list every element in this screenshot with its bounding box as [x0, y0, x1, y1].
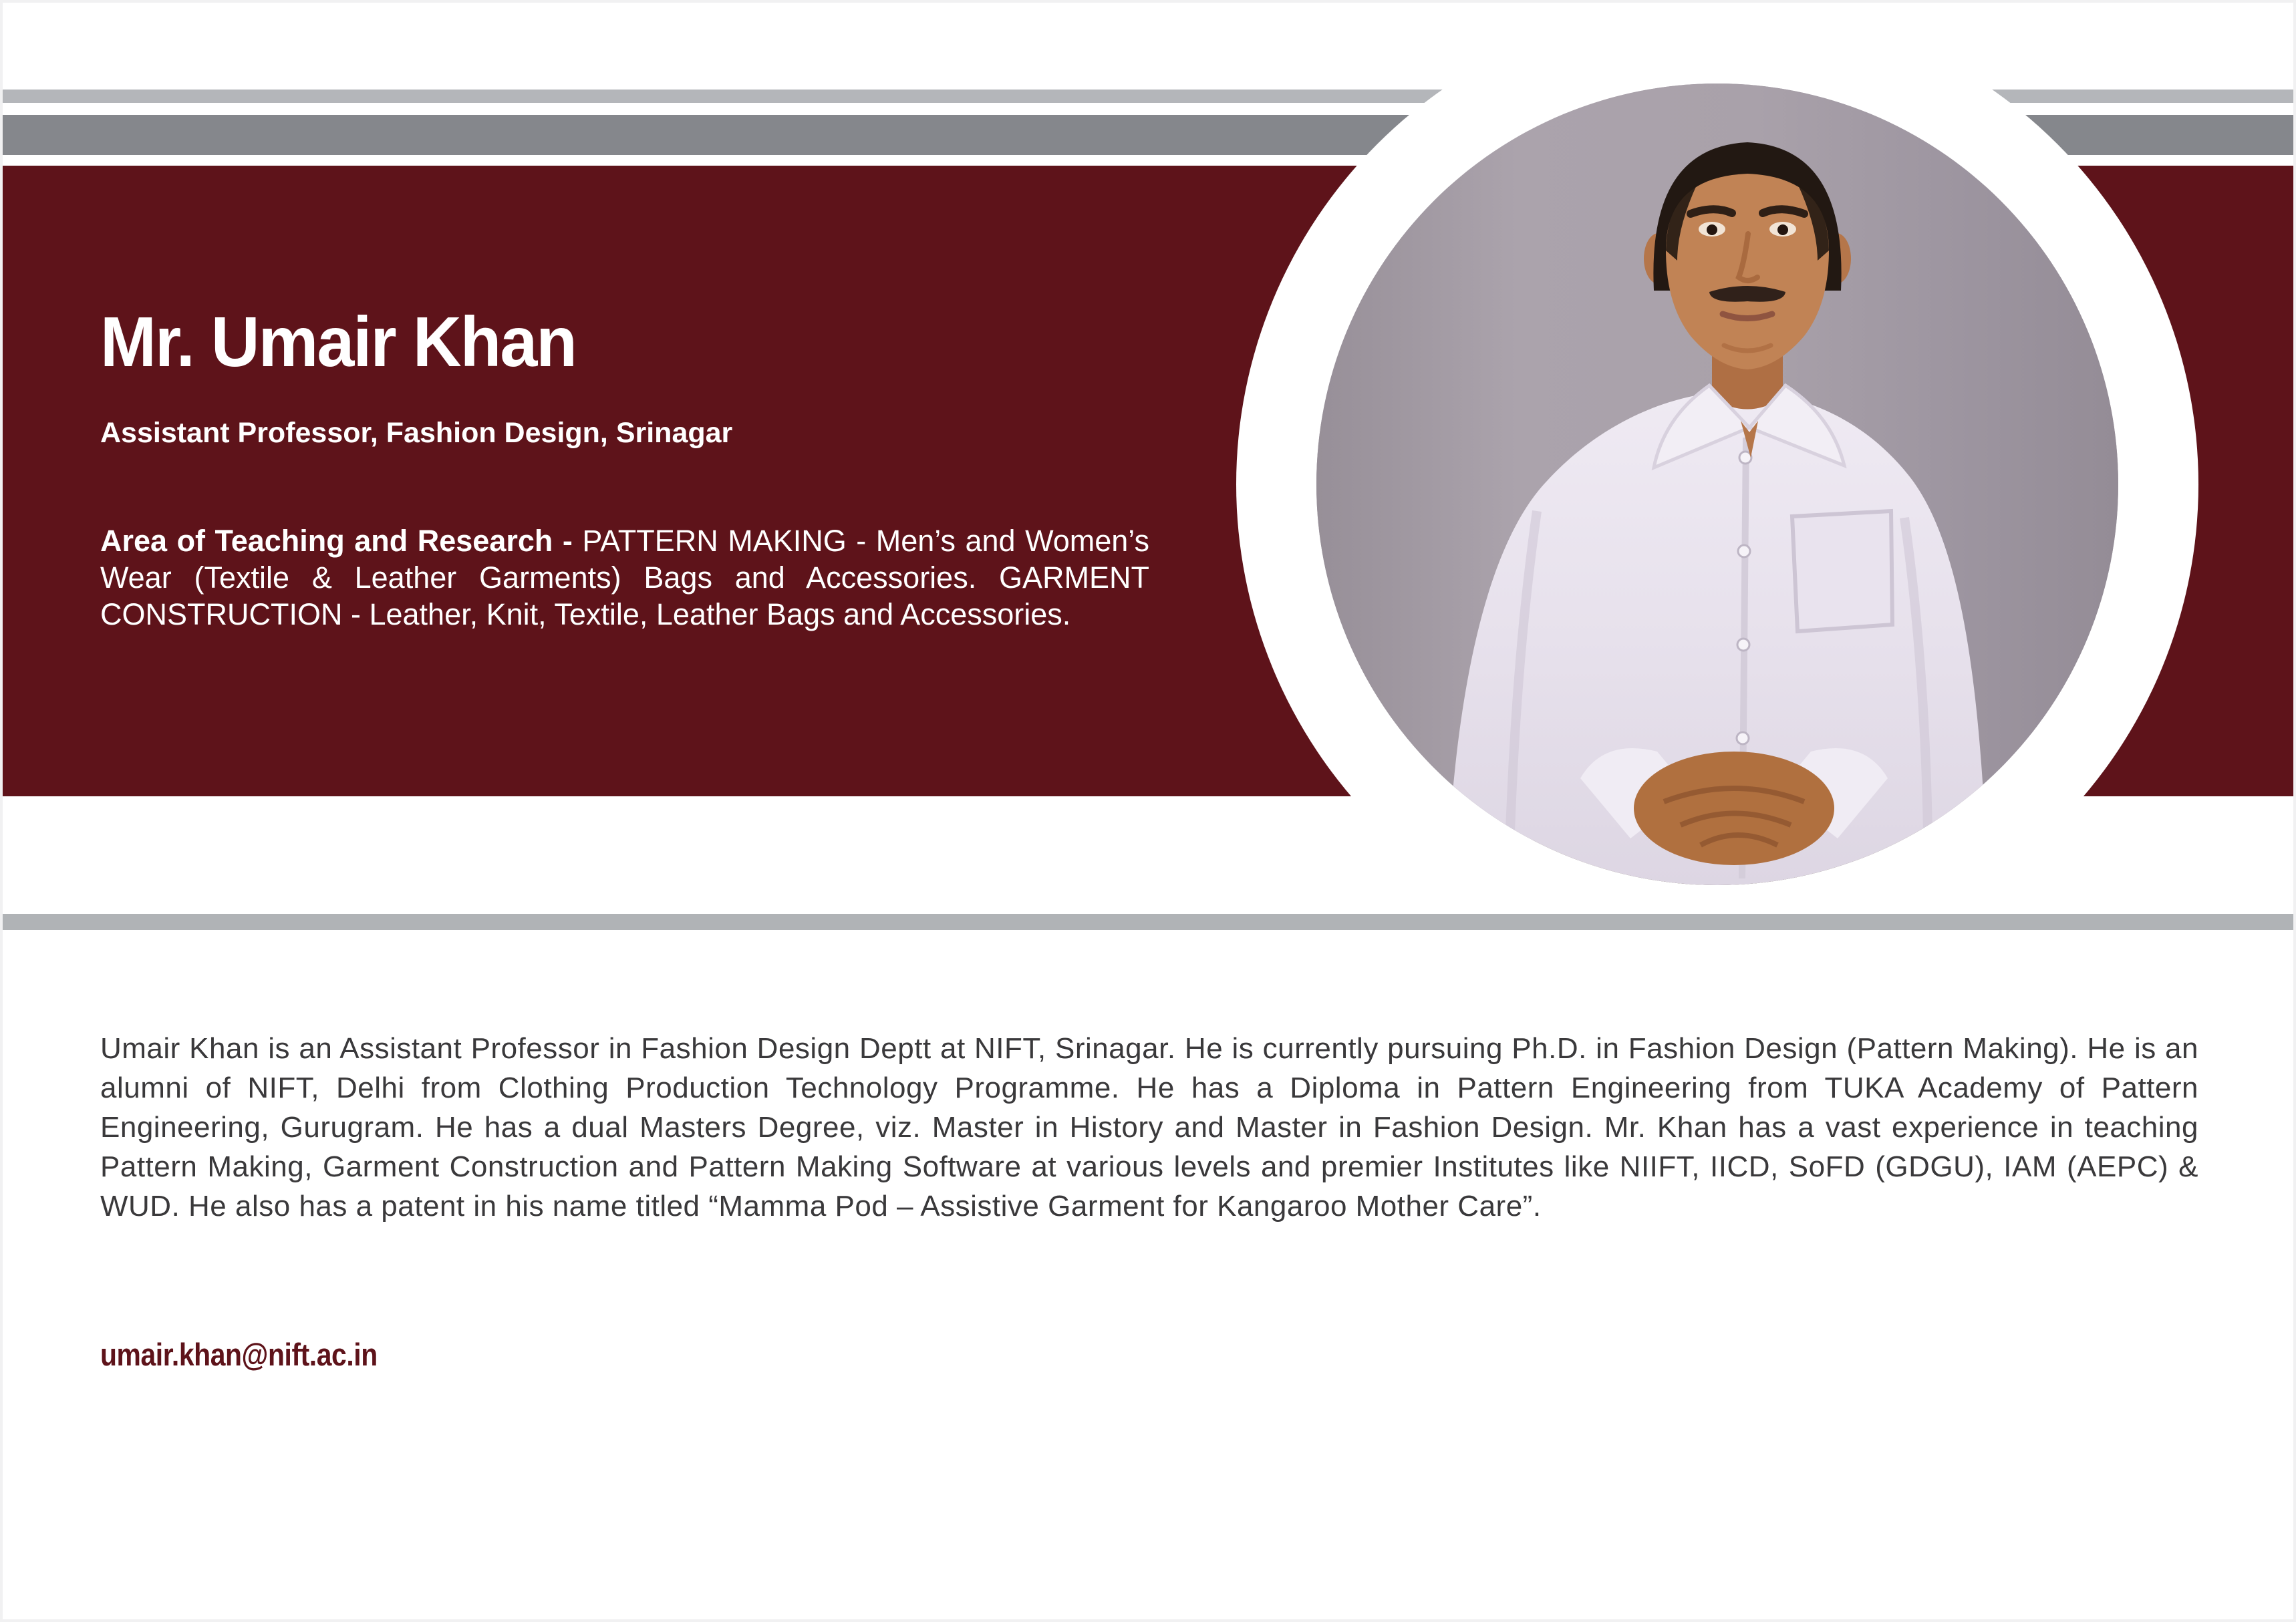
shirt-pocket	[1792, 511, 1892, 631]
hands-clasped	[1634, 752, 1834, 865]
area-of-teaching-text: PATTERN MAKING - Men’s and Women’s Wear (Textile & Leather Garments) Bags and Accessories. GARMENT CONSTRUCTION - Leather, Knit, Textile, Leather Bags and Accessories.	[100, 524, 1149, 631]
iris-left	[1707, 224, 1717, 235]
shirt-button	[1737, 639, 1749, 651]
faculty-name: Mr. Umair Khan	[100, 303, 577, 381]
portrait-photo	[1316, 84, 2118, 885]
bottom-gray-stripe	[0, 914, 2296, 930]
shirt-button	[1737, 732, 1749, 744]
area-of-teaching-label: Area of Teaching and Research -	[100, 524, 583, 558]
faculty-bio-paragraph: Umair Khan is an Assistant Professor in Fashion Design Deptt at NIFT, Srinagar. He is currently pursuing Ph.D. in Fashion Design (Pattern Making). He is an alumni of NIFT, Delhi from Clothing Production Technology Programme. He has a Diploma in Pattern Engineering from TUKA Academy of Pattern Engineering, Gurugram. He has a dual Masters Degree, viz. Master in History and Master in Fashion Design. Mr. Khan has a vast experience in teaching Pattern Making, Garment Construction and Pattern Making Software at various levels and premier Institutes like NIIFT, IICD, SoFD (GDGU), IAM (AEPC) & WUD. He also has a patent in his name titled “Mamma Pod – Assistive Garment for Kangaroo Mother Care”.	[100, 1032, 2198, 1223]
faculty-designation: Assistant Professor, Fashion Design, Srinagar	[100, 417, 733, 449]
iris-right	[1777, 224, 1788, 235]
shirt-button	[1738, 545, 1750, 557]
faculty-email-link[interactable]: umair.khan@nift.ac.in	[100, 1337, 378, 1372]
area-of-teaching-block	[100, 522, 1149, 633]
eyebrow-left	[1691, 209, 1732, 214]
eyebrow-right	[1763, 209, 1804, 214]
portrait-illustration	[1316, 84, 2118, 885]
